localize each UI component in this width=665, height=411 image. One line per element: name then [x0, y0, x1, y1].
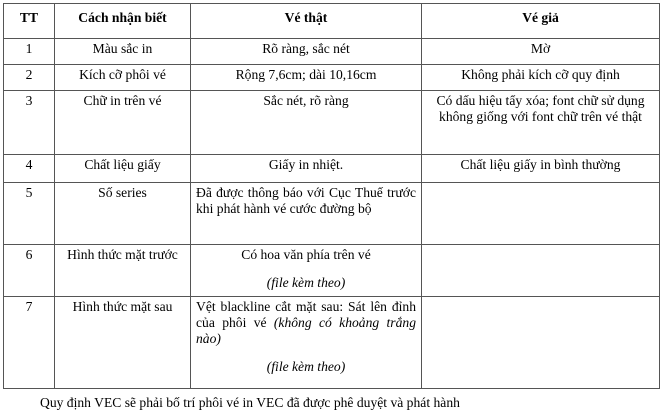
row-fake: Không phải kích cỡ quy định [422, 65, 660, 91]
row-number: 5 [4, 183, 55, 245]
header-criterion: Cách nhận biết [55, 4, 191, 39]
row-number: 4 [4, 155, 55, 183]
table-row [4, 39, 660, 65]
row-number: 3 [4, 91, 55, 155]
row-real-note: (file kèm theo) [266, 359, 346, 374]
row-criterion: Màu sắc in [55, 39, 191, 65]
row-number: 1 [4, 39, 55, 65]
row-real: Sắc nét, rõ ràng [191, 91, 422, 155]
row-fake [422, 183, 660, 245]
row-real: Giấy in nhiệt. [191, 155, 422, 183]
row-fake: Mờ [422, 39, 660, 65]
row-number: 7 [4, 297, 55, 389]
row-real: Rõ ràng, sắc nét [191, 39, 422, 65]
row-fake: Chất liệu giấy in bình thường [422, 155, 660, 183]
row-number: 2 [4, 65, 55, 91]
header-real-ticket: Vé thật [191, 4, 422, 39]
row-real: Có hoa văn phía trên vé [241, 247, 371, 262]
header-fake-ticket: Vé giả [422, 4, 660, 39]
row-number: 6 [4, 245, 55, 297]
table-row [4, 245, 660, 297]
row-criterion: Số series [55, 183, 191, 245]
row-criterion: Chữ in trên vé [55, 91, 191, 155]
row-real-cell [191, 245, 422, 297]
row-real-italic: (không có khoảng trắng nào) [196, 315, 416, 346]
row-real: Đã được thông báo với Cục Thuế trước khi phát hành vé cước đường bộ [191, 183, 422, 245]
footer-cut-text: Quy định VEC sẽ phải bố trí phôi vé in VEC đã được phê duyệt và phát hành [40, 395, 460, 410]
row-real-cell [191, 297, 422, 389]
row-criterion: Chất liệu giấy [55, 155, 191, 183]
row-fake: Có dấu hiệu tẩy xóa; font chữ sử dụng không giống với font chữ trên vé thật [422, 91, 660, 155]
header-tt: TT [4, 4, 55, 39]
row-fake [422, 245, 660, 297]
table-row [4, 297, 660, 389]
table-row [4, 91, 660, 155]
row-criterion: Hình thức mặt trước [55, 245, 191, 297]
row-real: Rộng 7,6cm; dài 10,16cm [191, 65, 422, 91]
row-criterion: Hình thức mặt sau [55, 297, 191, 389]
row-real-note: (file kèm theo) [266, 275, 346, 290]
row-real: Vệt blackline cắt mặt sau: Sát lên đỉnh của phôi vé [196, 299, 416, 330]
table-header-row [4, 4, 660, 39]
row-criterion: Kích cỡ phôi vé [55, 65, 191, 91]
table-row [4, 155, 660, 183]
ticket-comparison-table [3, 3, 660, 389]
table-row [4, 183, 660, 245]
row-fake [422, 297, 660, 389]
table-row [4, 65, 660, 91]
